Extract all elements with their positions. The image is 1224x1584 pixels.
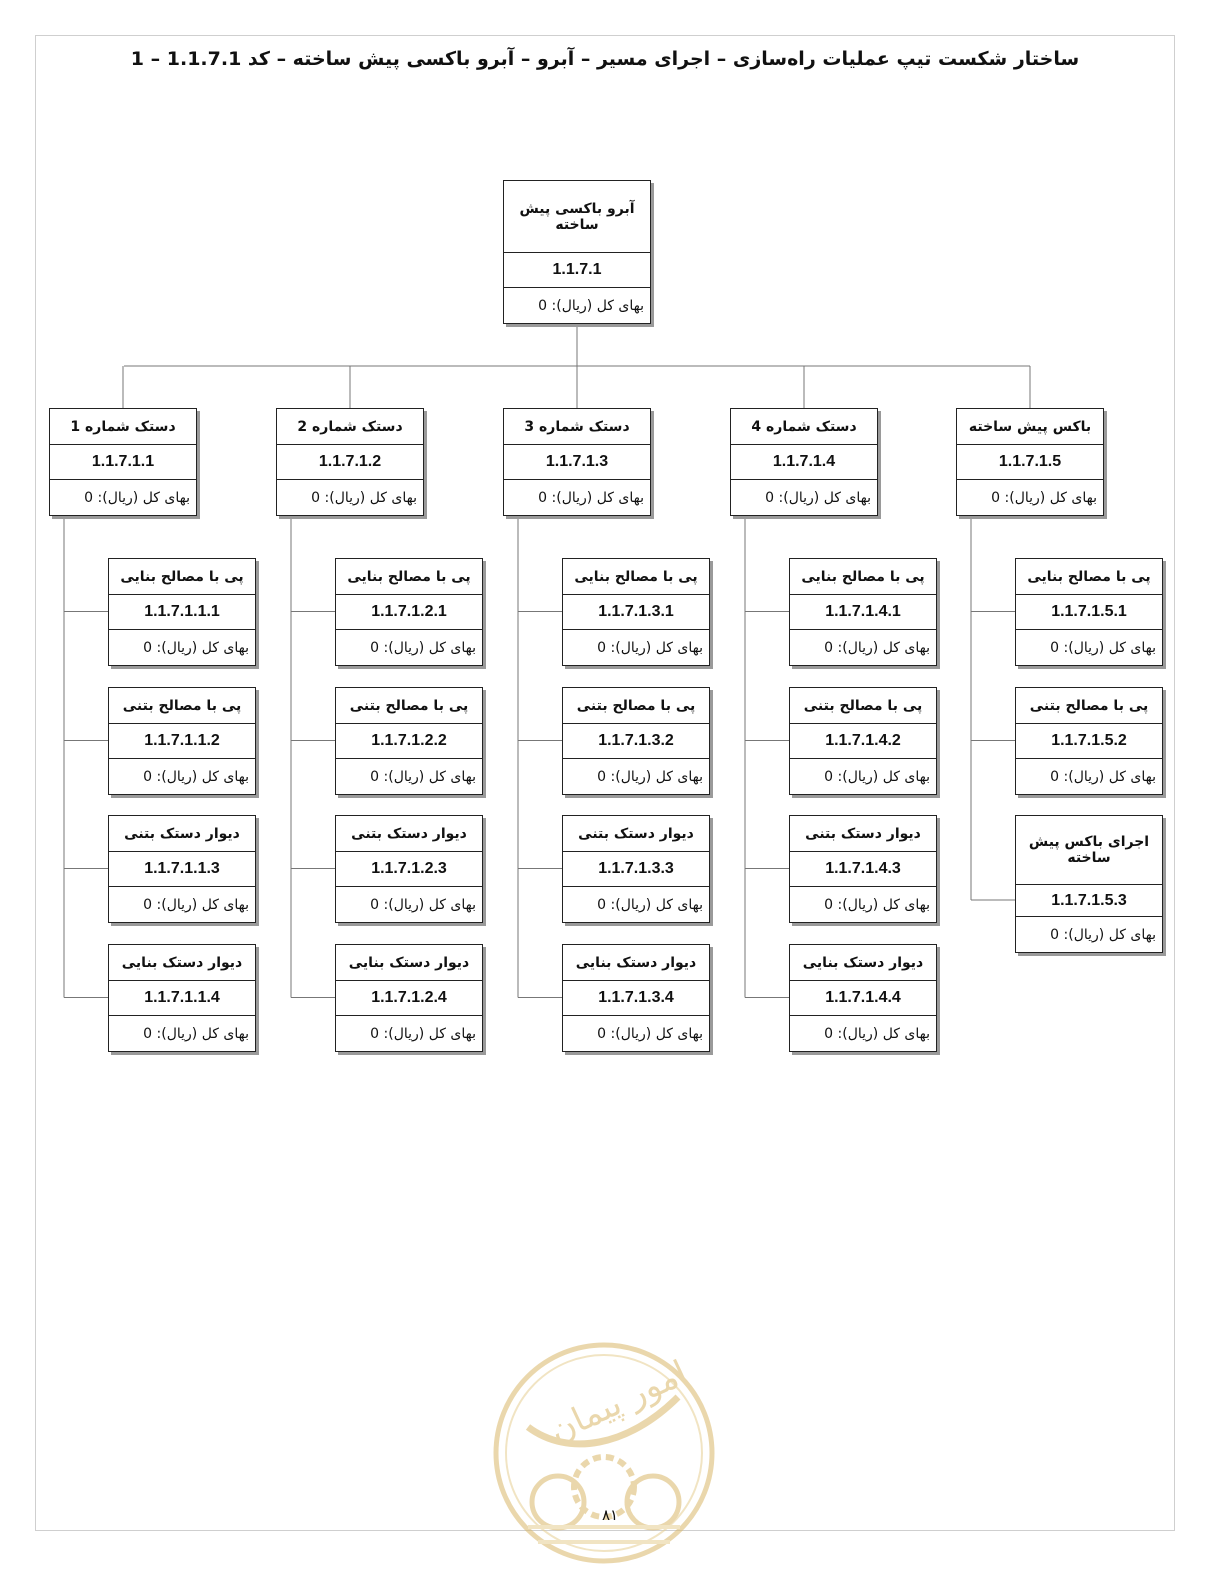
- leaf-node: [789, 944, 937, 1052]
- node-cost: بهای کل (ریال): 0: [824, 768, 930, 785]
- node-code: 1.1.7.1.2.1: [336, 595, 482, 630]
- node-code: 1.1.7.1.5.3: [1016, 885, 1162, 917]
- leaf-node: [789, 558, 937, 666]
- node-code: 1.1.7.1.5: [957, 445, 1103, 480]
- node-code: 1.1.7.1.4.4: [790, 981, 936, 1016]
- node-label: دستک شماره 3: [504, 409, 650, 445]
- node-cost: بهای کل (ریال): 0: [311, 489, 417, 506]
- node-label: پی با مصالح بتنی: [790, 688, 936, 724]
- root-node: [503, 180, 651, 324]
- node-label: پی با مصالح بنایی: [109, 559, 255, 595]
- node-cost: بهای کل (ریال): 0: [824, 639, 930, 656]
- node-label: اجرای باکس پیش ساخته: [1016, 816, 1162, 885]
- node-code: 1.1.7.1.3: [504, 445, 650, 480]
- leaf-node: [562, 558, 710, 666]
- leaf-node: [335, 944, 483, 1052]
- node-cost: بهای کل (ریال): 0: [370, 896, 476, 913]
- node-code: 1.1.7.1.5.2: [1016, 724, 1162, 759]
- node-label: دیوار دستک بتنی: [336, 816, 482, 852]
- leaf-node: [562, 944, 710, 1052]
- leaf-node: [789, 815, 937, 923]
- node-cost: بهای کل (ریال): 0: [143, 768, 249, 785]
- node-label: دیوار دستک بتنی: [563, 816, 709, 852]
- node-cost: بهای کل (ریال): 0: [597, 896, 703, 913]
- node-code: 1.1.7.1.1.1: [109, 595, 255, 630]
- node-cost: بهای کل (ریال): 0: [84, 489, 190, 506]
- node-cost: بهای کل (ریال): 0: [538, 297, 644, 314]
- node-label: آبرو باکسی پیش ساخته: [504, 181, 650, 253]
- node-code: 1.1.7.1.4: [731, 445, 877, 480]
- node-code: 1.1.7.1.1.2: [109, 724, 255, 759]
- node-label: دیوار دستک بتنی: [790, 816, 936, 852]
- node-label: پی با مصالح بتنی: [336, 688, 482, 724]
- node-cost: بهای کل (ریال): 0: [143, 896, 249, 913]
- node-code: 1.1.7.1.2: [277, 445, 423, 480]
- node-cost: بهای کل (ریال): 0: [143, 1025, 249, 1042]
- leaf-node: [108, 944, 256, 1052]
- node-cost: بهای کل (ریال): 0: [824, 1025, 930, 1042]
- leaf-node: [108, 558, 256, 666]
- node-label: پی با مصالح بنایی: [563, 559, 709, 595]
- node-label: پی با مصالح بتنی: [109, 688, 255, 724]
- node-cost: بهای کل (ریال): 0: [597, 768, 703, 785]
- node-code: 1.1.7.1.1.4: [109, 981, 255, 1016]
- leaf-node: [789, 687, 937, 795]
- node-label: دستک شماره 4: [731, 409, 877, 445]
- leaf-node: [562, 687, 710, 795]
- node-code: 1.1.7.1.2.4: [336, 981, 482, 1016]
- node-code: 1.1.7.1.3.4: [563, 981, 709, 1016]
- node-label: پی با مصالح بنایی: [336, 559, 482, 595]
- node-cost: بهای کل (ریال): 0: [143, 639, 249, 656]
- leaf-node: [1015, 687, 1163, 795]
- node-code: 1.1.7.1.3.2: [563, 724, 709, 759]
- node-cost: بهای کل (ریال): 0: [1050, 639, 1156, 656]
- node-code: 1.1.7.1.2.3: [336, 852, 482, 887]
- node-cost: بهای کل (ریال): 0: [824, 896, 930, 913]
- watermark-text: امور پیمان: [543, 1352, 694, 1452]
- node-code: 1.1.7.1.4.3: [790, 852, 936, 887]
- node-code: 1.1.7.1.4.2: [790, 724, 936, 759]
- node-code: 1.1.7.1.3.1: [563, 595, 709, 630]
- leaf-node: [1015, 815, 1163, 953]
- node-label: دیوار دستک بنایی: [790, 945, 936, 981]
- leaf-node: [335, 815, 483, 923]
- node-code: 1.1.7.1.1: [50, 445, 196, 480]
- node-code: 1.1.7.1: [504, 253, 650, 288]
- node-cost: بهای کل (ریال): 0: [597, 639, 703, 656]
- watermark-emblem: [488, 1337, 720, 1569]
- node-cost: بهای کل (ریال): 0: [765, 489, 871, 506]
- node-label: دیوار دستک بنایی: [336, 945, 482, 981]
- node-cost: بهای کل (ریال): 0: [538, 489, 644, 506]
- node-code: 1.1.7.1.1.3: [109, 852, 255, 887]
- leaf-node: [108, 815, 256, 923]
- node-label: دیوار دستک بنایی: [563, 945, 709, 981]
- leaf-node: [335, 687, 483, 795]
- node-cost: بهای کل (ریال): 0: [1050, 768, 1156, 785]
- node-label: دستک شماره 1: [50, 409, 196, 445]
- node-label: باکس پیش ساخته: [957, 409, 1103, 445]
- branch-node: [503, 408, 651, 516]
- node-code: 1.1.7.1.2.2: [336, 724, 482, 759]
- node-cost: بهای کل (ریال): 0: [597, 1025, 703, 1042]
- leaf-node: [108, 687, 256, 795]
- node-label: پی با مصالح بتنی: [1016, 688, 1162, 724]
- leaf-node: [562, 815, 710, 923]
- page-number: ۸۱: [601, 1506, 619, 1524]
- node-cost: بهای کل (ریال): 0: [370, 1025, 476, 1042]
- node-cost: بهای کل (ریال): 0: [1050, 926, 1156, 943]
- node-cost: بهای کل (ریال): 0: [370, 768, 476, 785]
- page-title: ساختار شکست تیپ عملیات راه‌سازی – اجرای مسیر – آبرو – آبرو باکسی پیش ساخته – کد 1.1.7.1 – 1: [130, 48, 1080, 70]
- node-label: دستک شماره 2: [277, 409, 423, 445]
- branch-node: [956, 408, 1104, 516]
- node-label: پی با مصالح بتنی: [563, 688, 709, 724]
- node-label: پی با مصالح بنایی: [1016, 559, 1162, 595]
- node-label: دیوار دستک بنایی: [109, 945, 255, 981]
- node-code: 1.1.7.1.4.1: [790, 595, 936, 630]
- branch-node: [276, 408, 424, 516]
- leaf-node: [335, 558, 483, 666]
- node-code: 1.1.7.1.3.3: [563, 852, 709, 887]
- branch-node: [49, 408, 197, 516]
- node-label: پی با مصالح بنایی: [790, 559, 936, 595]
- node-cost: بهای کل (ریال): 0: [370, 639, 476, 656]
- node-code: 1.1.7.1.5.1: [1016, 595, 1162, 630]
- leaf-node: [1015, 558, 1163, 666]
- node-label: دیوار دستک بتنی: [109, 816, 255, 852]
- branch-node: [730, 408, 878, 516]
- node-cost: بهای کل (ریال): 0: [991, 489, 1097, 506]
